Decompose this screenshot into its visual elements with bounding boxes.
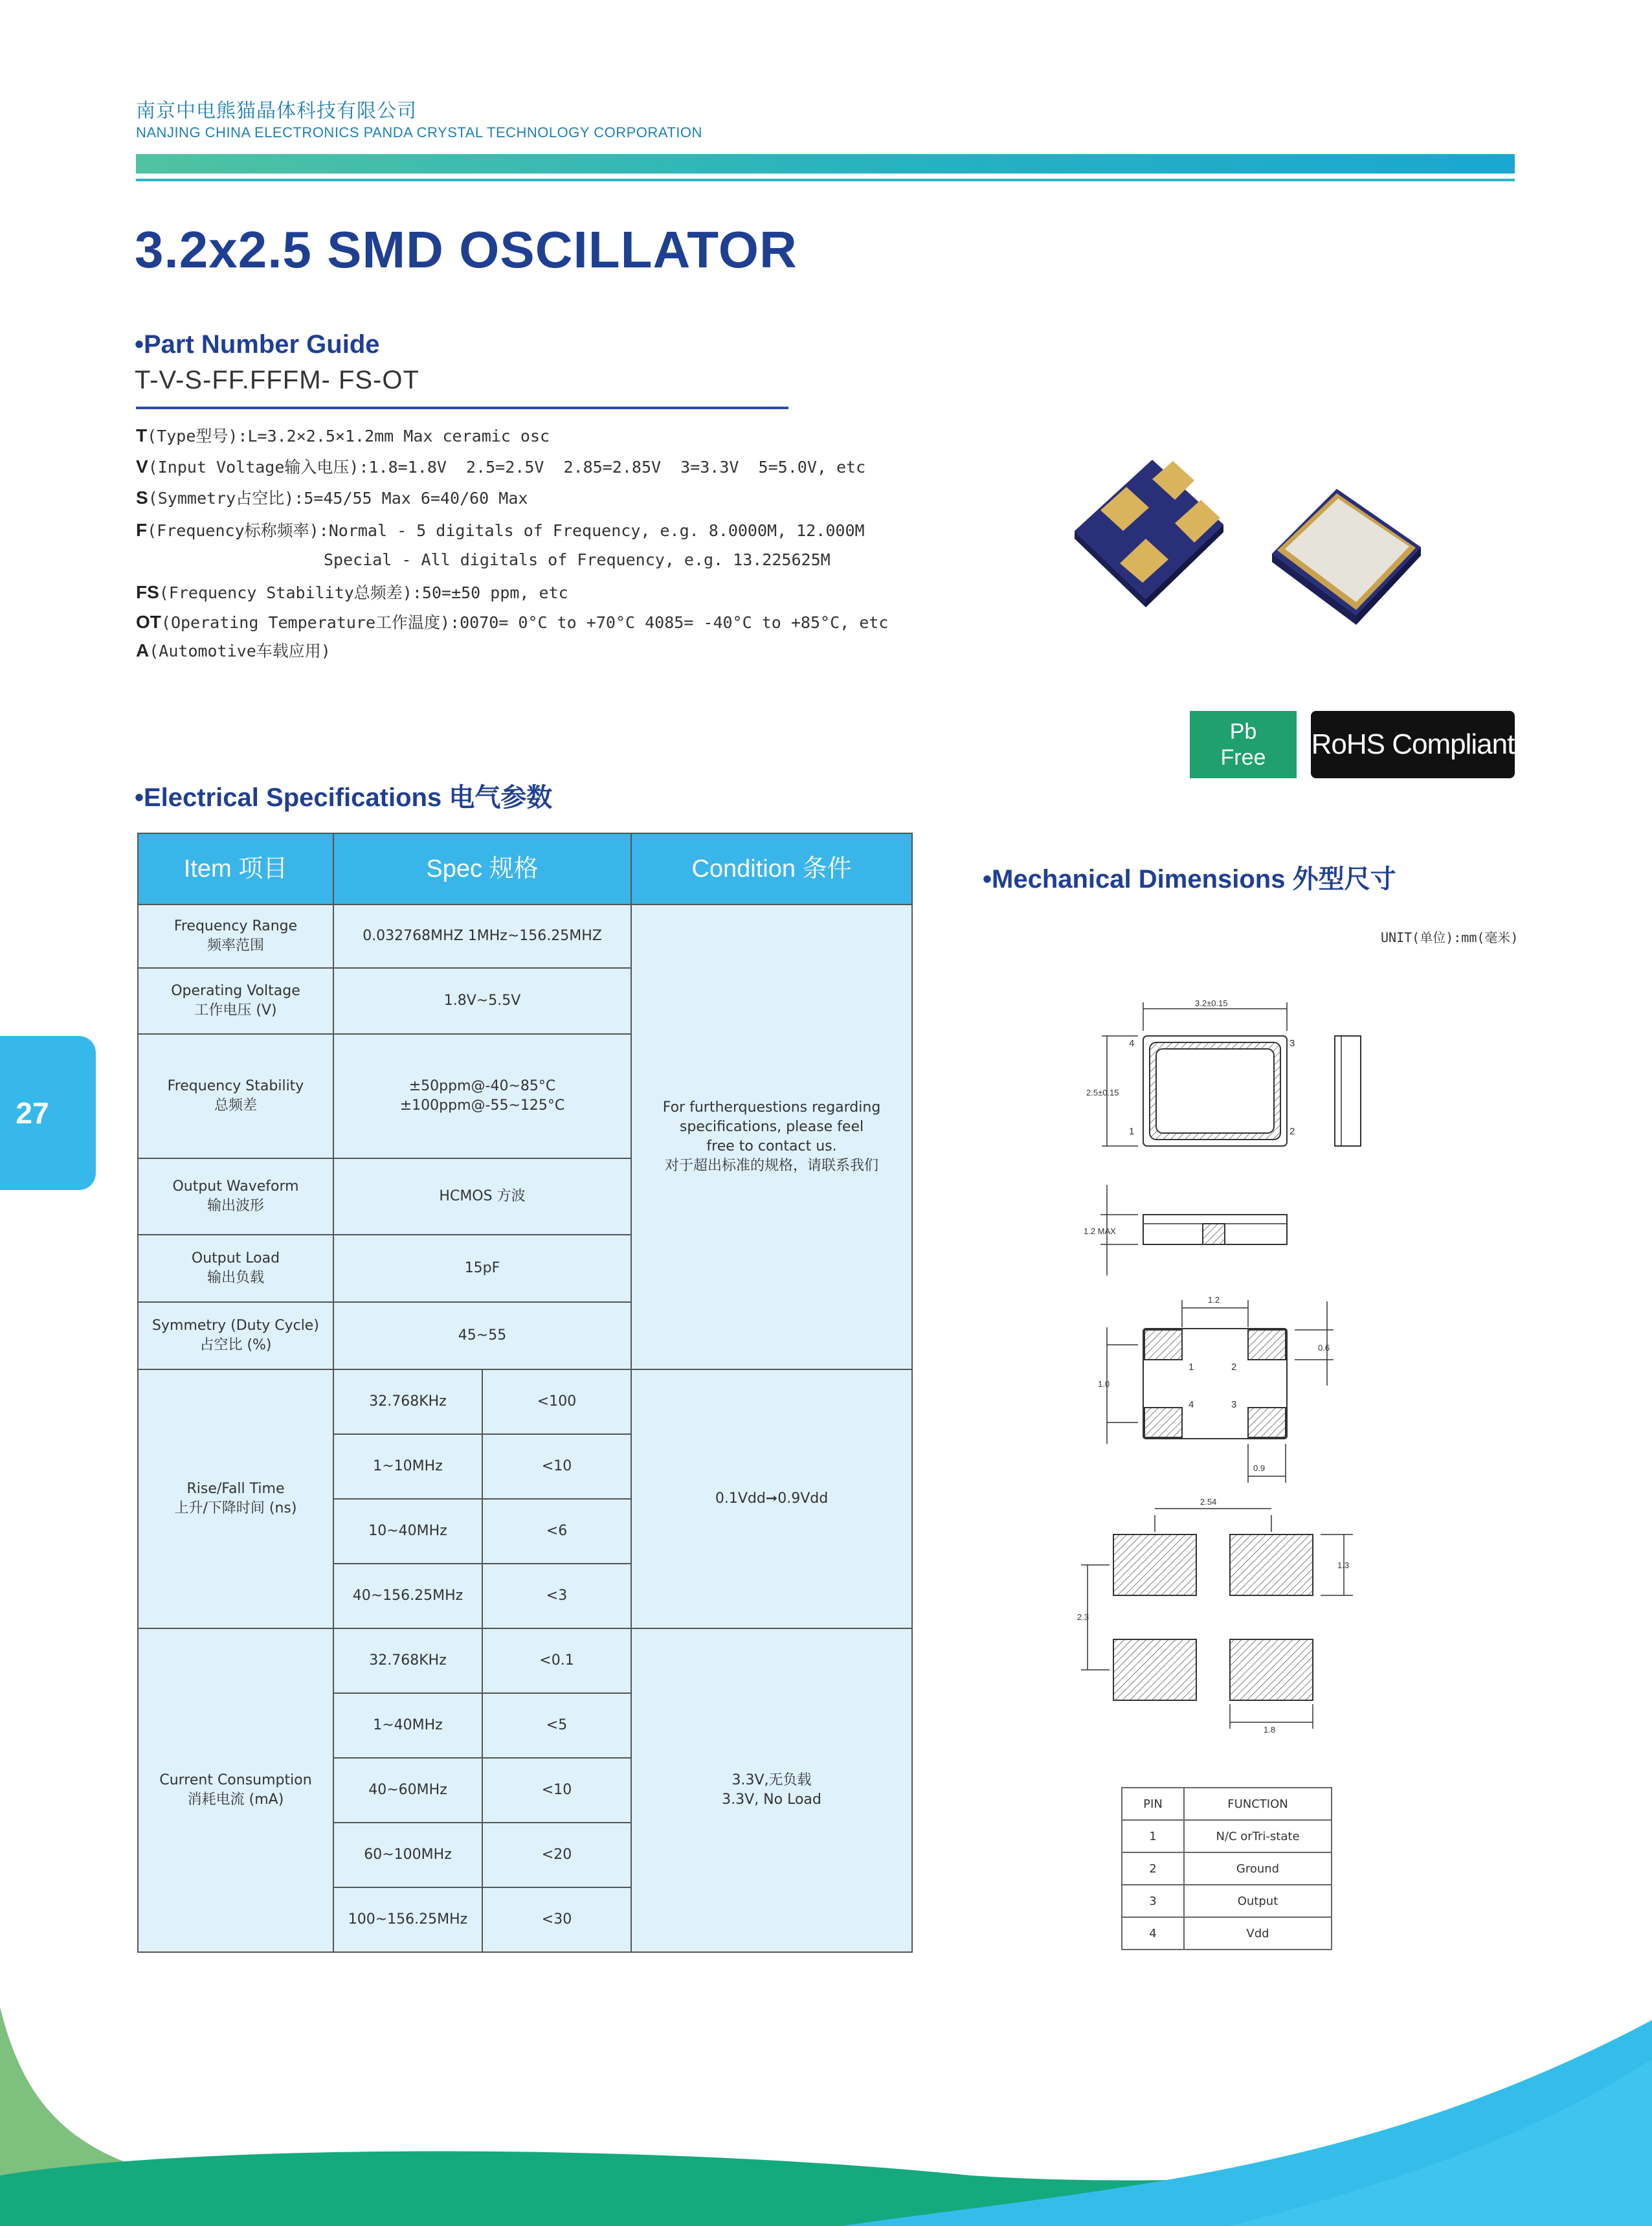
pin-function: Output <box>1184 1885 1332 1917</box>
spec-frequency-stability: ±50ppm@-40~85°C ±100ppm@-55~125°C <box>333 1034 631 1158</box>
company-name-en: NANJING CHINA ELECTRONICS PANDA CRYSTAL TECHNOLOGY CORPORATION <box>136 124 702 141</box>
page-title: 3.2x2.5 SMD OSCILLATOR <box>135 221 798 278</box>
definition-type: T(Type型号):L=3.2×2.5×1.2mm Max ceramic osc <box>136 425 550 445</box>
company-name-cn: 南京中电熊猫晶体科技有限公司 <box>136 100 417 122</box>
rise-fall-range: 10~40MHz <box>333 1499 482 1564</box>
rise-fall-value: <10 <box>482 1434 631 1499</box>
pin-function: N/C orTri-state <box>1184 1820 1332 1852</box>
side-view <box>1100 1185 1287 1276</box>
pin-number: 2 <box>1122 1852 1184 1885</box>
rise-fall-range: 1~10MHz <box>333 1434 482 1499</box>
dim-pad-pitch-v: 1.0 <box>1098 1379 1110 1389</box>
definition-frequency-special: Special - All digitals of Frequency, e.g. 13.225625M <box>324 550 831 569</box>
current-value: <5 <box>482 1693 631 1758</box>
rise-fall-range: 32.768KHz <box>333 1369 482 1434</box>
electrical-specs-heading: •Electrical Specifications 电气参数 <box>135 783 553 812</box>
dim-pad-height: 0.6 <box>1318 1343 1330 1353</box>
pin-label-3: 3 <box>1289 1038 1295 1049</box>
current-value: <30 <box>482 1887 631 1952</box>
item-symmetry: Symmetry (Duty Cycle) 占空比 (%) <box>138 1302 333 1369</box>
dim-width: 2.5±0.15 <box>1086 1088 1119 1097</box>
current-range: 100~156.25MHz <box>333 1887 482 1952</box>
spec-frequency-range: 0.032768MHZ 1MHz~156.25MHZ <box>333 905 631 968</box>
spec-operating-voltage: 1.8V~5.5V <box>333 968 631 1034</box>
bottom-view <box>1107 1300 1334 1483</box>
dim-land-pitch-v: 2.3 <box>1077 1612 1089 1622</box>
dim-land-width: 1.8 <box>1264 1725 1276 1735</box>
current-range: 60~100MHz <box>333 1823 482 1887</box>
dim-land-height: 1.3 <box>1337 1560 1350 1570</box>
condition-contact: For furtherquestions regarding specifications, please feel free to contact us. 对于超出标准的规格，请联系我们 <box>631 905 912 1369</box>
item-output-waveform: Output Waveform 输出波形 <box>138 1158 333 1235</box>
table-row <box>138 1369 912 1434</box>
current-range: 1~40MHz <box>333 1693 482 1758</box>
spec-output-load: 15pF <box>333 1235 631 1302</box>
table-row <box>138 1628 912 1693</box>
header-condition: Condition 条件 <box>631 833 912 905</box>
header-item: Item 项目 <box>138 833 333 905</box>
pin-function: Vdd <box>1184 1917 1332 1950</box>
item-rise-fall-time: Rise/Fall Time 上升/下降时间 (ns) <box>138 1369 333 1628</box>
pin-label-1: 1 <box>1129 1126 1135 1137</box>
spec-symmetry: 45~55 <box>333 1302 631 1369</box>
part-number-rule <box>136 407 788 409</box>
pin-label-4: 4 <box>1129 1038 1135 1049</box>
pin-function: Ground <box>1184 1852 1332 1885</box>
current-range: 40~60MHz <box>333 1758 482 1823</box>
part-number-guide-heading: •Part Number Guide <box>135 330 380 359</box>
definition-frequency: F(Frequency标称频率):Normal - 5 digitals of Frequency, e.g. 8.0000M, 12.000M <box>136 520 865 540</box>
definition-voltage: V(Input Voltage输入电压):1.8=1.8V 2.5=2.5V 2.85=2.85V 3=3.3V 5=5.0V, etc <box>136 456 866 477</box>
dim-length: 3.2±0.15 <box>1195 998 1228 1008</box>
table-row <box>1122 1820 1332 1852</box>
pin-number: 3 <box>1122 1885 1184 1917</box>
table-row <box>1122 1852 1332 1885</box>
pin-header: PIN <box>1122 1788 1184 1820</box>
condition-rise-fall: 0.1Vdd➞0.9Vdd <box>631 1369 912 1628</box>
mechanical-dimensions-heading: •Mechanical Dimensions 外型尺寸 <box>983 865 1396 894</box>
dim-land-pitch: 2.54 <box>1200 1497 1217 1507</box>
mechanical-drawing <box>1062 984 1424 1735</box>
header-gradient-bar <box>136 154 1515 174</box>
unit-label: UNIT(单位):mm(毫米) <box>1381 930 1519 945</box>
pb-free-line2: Free <box>1220 745 1266 770</box>
pin-number: 4 <box>1122 1917 1184 1950</box>
top-view <box>1102 1002 1361 1146</box>
pb-free-badge <box>1190 711 1297 778</box>
item-operating-voltage: Operating Voltage 工作电压 (V) <box>138 968 333 1034</box>
rise-fall-value: <100 <box>482 1369 631 1434</box>
current-value: <0.1 <box>482 1628 631 1693</box>
spec-output-waveform: HCMOS 方波 <box>333 1158 631 1235</box>
footer-wave <box>0 1981 1652 2226</box>
dim-pad-spacing: 1.2 <box>1208 1295 1220 1305</box>
current-range: 32.768KHz <box>333 1628 482 1693</box>
definition-temperature: OT(Operating Temperature工作温度):0070= 0°C to +70°C 4085= -40°C to +85°C, etc <box>136 612 889 632</box>
table-row <box>1122 1885 1332 1917</box>
current-value: <10 <box>482 1758 631 1823</box>
bottom-pin-2: 2 <box>1231 1362 1237 1373</box>
table-row <box>138 905 912 968</box>
dim-height: 1.2 MAX <box>1084 1226 1116 1236</box>
bottom-pin-3: 3 <box>1231 1399 1237 1410</box>
pb-free-line1: Pb <box>1229 719 1257 744</box>
definition-automotive: A(Automotive车载应用) <box>136 640 331 660</box>
item-frequency-range: Frequency Range 频率范围 <box>138 905 333 968</box>
table-row <box>1122 1788 1332 1820</box>
dim-pad-width: 0.9 <box>1253 1463 1266 1473</box>
part-number-code: T-V-S-FF.FFFM- FS-OT <box>135 366 419 394</box>
oscillator-bottom-photo <box>1062 453 1230 609</box>
definition-symmetry: S(Symmetry占空比):5=45/55 Max 6=40/60 Max <box>136 488 528 508</box>
bottom-pin-1: 1 <box>1189 1362 1194 1373</box>
pin-label-2: 2 <box>1289 1126 1295 1137</box>
rohs-compliant-badge: RoHS Compliant <box>1311 711 1515 778</box>
bottom-pin-4: 4 <box>1189 1399 1194 1410</box>
item-frequency-stability: Frequency Stability 总频差 <box>138 1034 333 1158</box>
definition-stability: FS(Frequency Stability总频差):50=±50 ppm, etc <box>136 582 568 602</box>
current-value: <20 <box>482 1823 631 1887</box>
table-header-row <box>138 833 912 905</box>
pin-function-table <box>1121 1787 1332 1950</box>
item-output-load: Output Load 输出负载 <box>138 1235 333 1302</box>
page-number: 27 <box>16 1096 49 1130</box>
rise-fall-value: <3 <box>482 1564 631 1628</box>
header-divider <box>136 179 1515 181</box>
electrical-spec-table <box>137 833 913 1953</box>
rise-fall-range: 40~156.25MHz <box>333 1564 482 1628</box>
header-spec: Spec 规格 <box>333 833 631 905</box>
pin-number: 1 <box>1122 1820 1184 1852</box>
rise-fall-value: <6 <box>482 1499 631 1564</box>
function-header: FUNCTION <box>1184 1788 1332 1820</box>
oscillator-top-photo <box>1266 486 1427 635</box>
land-pattern <box>1081 1509 1353 1729</box>
condition-current: 3.3V,无负载 3.3V, No Load <box>631 1628 912 1952</box>
table-row <box>1122 1917 1332 1950</box>
item-current-consumption: Current Consumption 消耗电流 (mA) <box>138 1628 333 1952</box>
